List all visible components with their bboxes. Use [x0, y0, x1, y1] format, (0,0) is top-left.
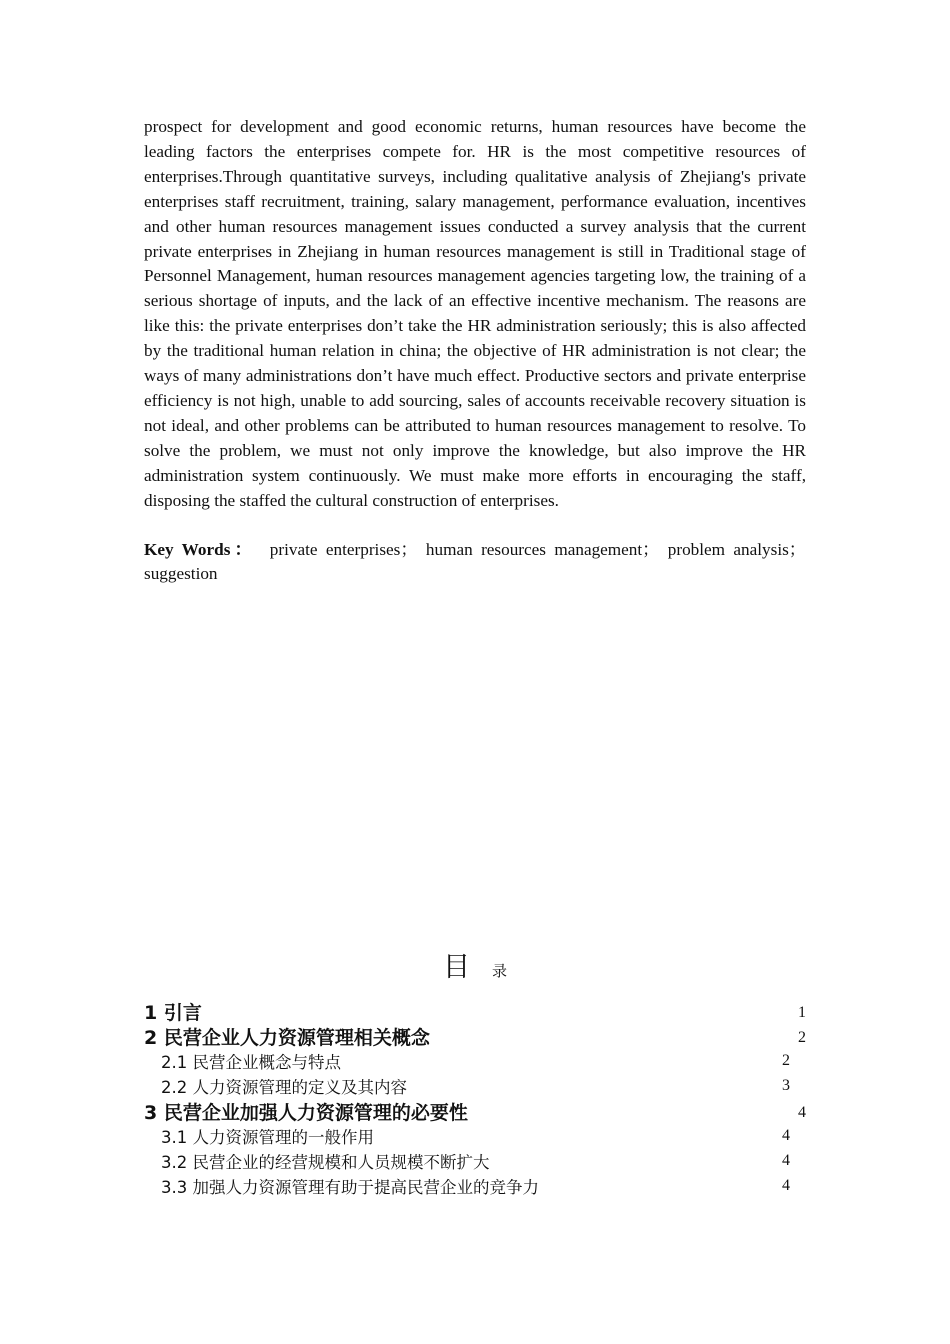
toc-entry-3-1[interactable]: [144, 1123, 806, 1148]
toc-entry-3[interactable]: [144, 1098, 806, 1123]
toc-entry-text: 1 引言: [144, 1002, 202, 1024]
toc-entry-page: 2: [798, 1029, 806, 1046]
toc-entry-page: 4: [798, 1104, 806, 1121]
toc-entry-text: 2.2 人力资源管理的定义及其内容: [161, 1078, 407, 1097]
toc-title-main: 目: [442, 952, 470, 983]
toc-entry-2-1[interactable]: [144, 1048, 806, 1073]
toc-title: [0, 945, 950, 984]
toc-entry-page: 4: [782, 1152, 790, 1169]
toc-entry-page: 3: [782, 1077, 790, 1094]
keywords-label: Key Words：: [144, 539, 256, 559]
toc-entry-text: 3.3 加强人力资源管理有助于提高民营企业的竞争力: [161, 1178, 539, 1197]
abstract-section: [144, 115, 806, 587]
abstract-paragraph: prospect for development and good economic returns, human resources have become the leading factors the enterprises compete for. HR is the most competitive resources of enterprises.Through quantitative surveys, including qualitative analysis of Zhejiang's private enterprises staff recruitment, training, salary management, performance evaluation, incentives and other human resources management issues conducted a survey analysis that the current private enterprises in Zhejiang in human resources management is still in Traditional stage of Personnel Management, human resources management agencies targeting low, the training of a serious shortage of inputs, and the lack of an effective incentive mechanism. The reasons are like this: the private enterprises don’t take the HR administration seriously; this is also affected by the traditional human relation in china; the objective of HR administration is not clear; the ways of many administrations don’t have much effect. Productive sectors and private enterprise efficiency is not high, unable to add sourcing, sales of accounts receivable recovery situation is not ideal, and other problems can be attributed to human resources management to resolve. To solve the problem, we must not only improve the knowledge, but also improve the HR administration system continuously. We must make more efforts in encouraging the staff, disposing the staffed the cultural construction of enterprises.: [144, 117, 806, 510]
table-of-contents: [144, 998, 806, 1198]
keywords-line: [144, 538, 806, 588]
toc-entry-text: 3 民营企业加强人力资源管理的必要性: [144, 1102, 468, 1124]
toc-entry-page: 2: [782, 1052, 790, 1069]
toc-entry-3-3[interactable]: [144, 1173, 806, 1198]
toc-entry-2[interactable]: [144, 1023, 806, 1048]
toc-entry-text: 3.2 民营企业的经营规模和人员规模不断扩大: [161, 1153, 490, 1172]
toc-title-sub: 录: [491, 962, 507, 980]
toc-entry-text: 2.1 民营企业概念与特点: [161, 1053, 341, 1072]
toc-entry-page: 4: [782, 1127, 790, 1144]
toc-entry-2-2[interactable]: [144, 1073, 806, 1098]
toc-entry-page: 1: [798, 1004, 806, 1021]
toc-entry-1[interactable]: [144, 998, 806, 1023]
toc-entry-3-2[interactable]: [144, 1148, 806, 1173]
toc-entry-text: 2 民营企业人力资源管理相关概念: [144, 1027, 430, 1049]
toc-entry-page: 4: [782, 1177, 790, 1194]
keywords-text: private enterprises； human resources management； problem analysis；suggestion: [144, 539, 806, 584]
toc-entry-text: 3.1 人力资源管理的一般作用: [161, 1128, 374, 1147]
